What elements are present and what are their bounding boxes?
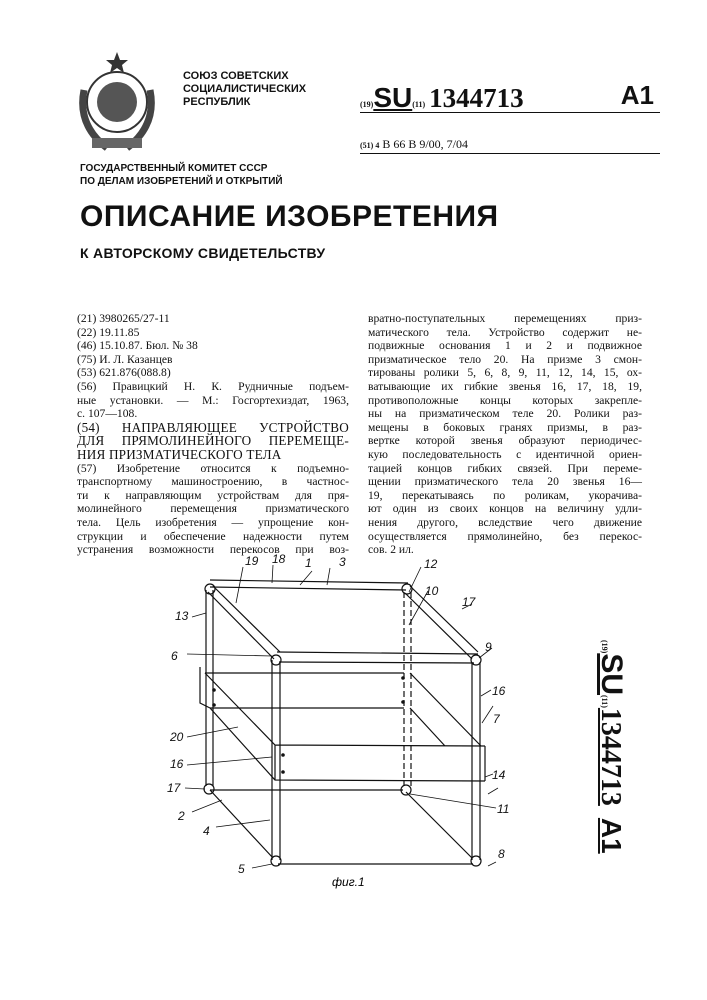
- code-51: (51) 4: [360, 141, 379, 150]
- text-line: молинейного перемещения призматического: [77, 502, 349, 516]
- figure-label: 16: [492, 684, 506, 698]
- text-line: (75) И. Л. Казанцев: [77, 353, 349, 367]
- side-country: SU: [595, 653, 628, 695]
- text-line: тацией концов гибких связей. При переме-: [368, 462, 642, 476]
- text-line: (56) Правицкий Н. К. Рудничные подъем-: [77, 380, 349, 394]
- figure-label: 4: [203, 824, 210, 838]
- text-line: (54) НАПРАВЛЯЮЩЕЕ УСТРОЙСТВО: [77, 421, 349, 435]
- text-line: мещены в боковых гранях призмы, в раз-: [368, 421, 642, 435]
- committee-line: ПО ДЕЛАМ ИЗОБРЕТЕНИЙ И ОТКРЫТИЙ: [80, 175, 283, 188]
- figure-label: 12: [424, 557, 438, 571]
- text-line: устранения возможности перекосов при воз-: [77, 543, 349, 557]
- committee-line: ГОСУДАРСТВЕННЫЙ КОМИТЕТ СССР: [80, 162, 283, 175]
- text-line: ватывающие их гибкие звенья 16, 17, 18, 19,: [368, 380, 642, 394]
- figure-label: 13: [175, 609, 189, 623]
- figure-1-drawing: [0, 0, 707, 1000]
- text-line: (53) 621.876(088.8): [77, 366, 349, 380]
- attachment-points: [212, 676, 405, 774]
- text-line: тела. Цель изобретения — упрощение кон-: [77, 516, 349, 530]
- frame-lines: [200, 580, 485, 866]
- figure-label: 5: [238, 862, 245, 876]
- union-line: СОЮЗ СОВЕТСКИХ: [183, 70, 306, 83]
- text-line: кую последовательность с идентичной ориен-: [368, 448, 642, 462]
- text-line: матического тела. Устройство содержит не-: [368, 326, 642, 340]
- figure-label: 8: [498, 847, 505, 861]
- text-line: ют один из своих концов на величину удли-: [368, 502, 642, 516]
- figure-label: 20: [169, 730, 184, 744]
- figure-caption: фиг.1: [332, 875, 365, 889]
- text-line: (21) 3980265/27-11: [77, 312, 349, 326]
- figure-label: 1: [305, 556, 312, 570]
- text-line: сов. 2 ил.: [368, 543, 642, 557]
- text-line: вертке которой звенья образуют периодичес-: [368, 434, 642, 448]
- text-line: 19, перекатываясь по роликам, укорачива-: [368, 489, 642, 503]
- figure-label: 10: [425, 584, 439, 598]
- document-title: ОПИСАНИЕ ИЗОБРЕТЕНИЯ: [80, 200, 499, 234]
- figure-label: 7: [493, 712, 501, 726]
- code-19: (19): [360, 100, 373, 109]
- figure-label: 18: [272, 552, 286, 566]
- text-line: противоположные концы которых закрепле-: [368, 394, 642, 408]
- text-line: (46) 15.10.87. Бюл. № 38: [77, 339, 349, 353]
- text-line: вратно-поступательных перемещениях приз-: [368, 312, 642, 326]
- text-line: нения другого, вследствие чего движение: [368, 516, 642, 530]
- ipc-value: B 66 B 9/00, 7/04: [382, 137, 468, 151]
- figure-label: 11: [497, 802, 509, 816]
- patent-page: [0, 0, 707, 1000]
- figure-label: 17: [462, 595, 477, 609]
- text-line: подвижные основания 1 и 2 и подвижное: [368, 339, 642, 353]
- leader-lines: [185, 565, 498, 868]
- text-line: осуществляется прямолинейно, без перекос-: [368, 530, 642, 544]
- text-line: с. 107—108.: [77, 407, 349, 421]
- text-line: ти к направляющим устройствам для пря-: [77, 489, 349, 503]
- side-number: 1344713: [595, 708, 626, 806]
- figure-label: 14: [492, 768, 506, 782]
- figure-label: 3: [339, 555, 346, 569]
- text-line: ДЛЯ ПРЯМОЛИНЕЙНОГО ПЕРЕМЕЩЕ-: [77, 434, 349, 448]
- text-line: (22) 19.11.85: [77, 326, 349, 340]
- text-line: струкции и обеспечение надежности путем: [77, 530, 349, 544]
- text-line: щении призматического тела 20 звенья 16—: [368, 475, 642, 489]
- side-code-11: (11): [600, 695, 609, 708]
- figure-label: 2: [177, 809, 185, 823]
- union-line: РЕСПУБЛИК: [183, 96, 306, 109]
- text-line: транспортному машиностроению, в частнос-: [77, 475, 349, 489]
- text-line: призматическое тело 20. На призме 3 смон-: [368, 353, 642, 367]
- country-code: SU: [373, 82, 412, 113]
- text-line: ные установки. — М.: Госгортехиздат, 1963,: [77, 394, 349, 408]
- text-line: НИЯ ПРИЗМАТИЧЕСКОГО ТЕЛА: [77, 448, 349, 462]
- text-line: тированы ролики 5, 6, 8, 9, 11, 12, 14, 15, ох-: [368, 366, 642, 380]
- text-line: (57) Изобретение относится к подъемно-: [77, 462, 349, 476]
- figure-label: 19: [245, 554, 259, 568]
- union-line: СОЦИАЛИСТИЧЕСКИХ: [183, 83, 306, 96]
- figure-label: 9: [485, 640, 492, 654]
- side-kind: A1: [596, 818, 627, 854]
- side-code-19: (19): [600, 640, 609, 653]
- text-line: ны на призматическом теле 20. Ролики раз-: [368, 407, 642, 421]
- kind-code: A1: [621, 80, 654, 111]
- figure-label: 6: [171, 649, 178, 663]
- document-subtitle: К АВТОРСКОМУ СВИДЕТЕЛЬСТВУ: [80, 245, 325, 261]
- figure-label: 16: [170, 757, 184, 771]
- patent-number: 1344713: [429, 83, 524, 113]
- figure-label: 17: [167, 781, 182, 795]
- code-11: (11): [412, 100, 425, 109]
- figure-labels: [167, 552, 509, 876]
